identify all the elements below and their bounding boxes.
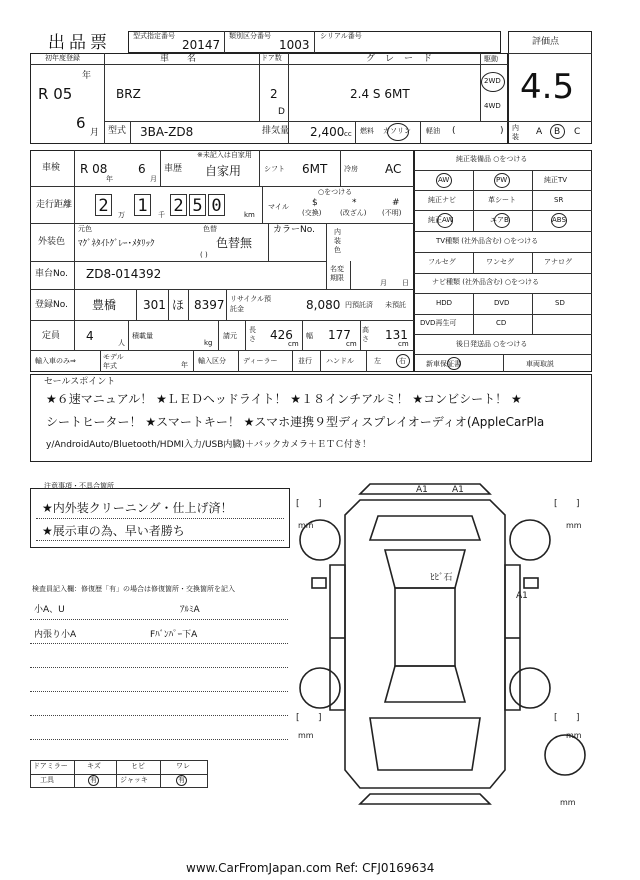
category-label: 類別区分番号 <box>229 32 271 40</box>
model-cert-value: 20147 <box>182 38 221 52</box>
inspection-month-unit: 月 <box>150 175 157 183</box>
unknown-label: (不明) <box>382 209 402 217</box>
legend-item: ヒビ <box>131 762 145 770</box>
mm-label: mm <box>298 731 314 740</box>
original-color-value: ﾏｸﾞﾈﾀｲﾄｸﾞﾚｰ･ﾒﾀﾘｯｸ <box>78 239 155 249</box>
equip-genuine-aw: 純正AW <box>428 216 454 224</box>
inspector-entry: ｱﾙﾐA <box>180 605 200 615</box>
name-change-label: 名変期限 <box>330 265 344 282</box>
shift-value: 6MT <box>302 162 328 176</box>
drive-2wd: 2WD <box>484 77 501 85</box>
mileage-label: 走行距離 <box>36 200 73 210</box>
sales-line: ★６速マニュアル！ ★ＬＥＤヘッドライト！ ★１８インチアルミ！ ★コンビシート！ ★ <box>46 392 522 406</box>
serial-label: シリアル番号 <box>320 32 362 40</box>
km-unit: km <box>244 211 255 219</box>
use-value: 自家用 <box>205 164 242 178</box>
length-unit: cm <box>288 340 299 348</box>
legend-item: キズ <box>87 762 101 770</box>
model-cert-label: 型式指定番号 <box>133 32 175 40</box>
svg-text:[: [ <box>554 499 558 509</box>
use-note: ※未記入は自家用 <box>197 151 252 159</box>
later-warranty: 新車保証書 <box>426 360 461 368</box>
interior-a: A <box>536 127 543 137</box>
tv-fullseg: フルセグ <box>428 258 456 266</box>
first-reg-label: 初年度登録 <box>45 54 80 62</box>
doors-sub: D <box>278 107 285 117</box>
drive-label: 駆動 <box>484 55 498 63</box>
fuel-label: 燃料 <box>360 127 374 135</box>
model-year-unit: 年 <box>181 361 188 369</box>
navi-sd: SD <box>555 299 565 307</box>
tamper-mark: * <box>352 198 357 208</box>
legend-item: 有 <box>178 776 185 784</box>
equip-leather: 革シート <box>488 196 516 204</box>
model-year-label: モデル年式 <box>103 353 124 370</box>
tv-oneseg: ワンセグ <box>486 258 514 266</box>
load-unit: kg <box>204 339 213 347</box>
later-header: 後日発送品 ○をつける <box>456 340 528 348</box>
mm-label: mm <box>560 798 576 807</box>
fuel-value: ガソリン <box>383 127 411 135</box>
ac-label: 冷房 <box>344 165 358 173</box>
reg-kana: ほ <box>172 298 185 312</box>
navi-cd: CD <box>496 319 507 327</box>
svg-text:[: [ <box>296 713 300 723</box>
navi-dvd: DVD <box>494 299 510 307</box>
later-manual: 車両取説 <box>526 360 554 368</box>
capacity-value: 4 <box>86 329 94 343</box>
damage-mark: ﾋﾋﾞ石 <box>430 573 453 583</box>
handle-label: ハンドル <box>326 357 354 365</box>
width-unit: cm <box>346 340 357 348</box>
unknown-mark: # <box>392 198 400 208</box>
load-label: 積載量 <box>132 332 153 340</box>
name-change-month: 月 <box>380 279 387 287</box>
category-value: 1003 <box>279 38 310 52</box>
length-label: 長さ <box>249 326 256 343</box>
damage-mark: A1 <box>516 591 528 601</box>
reg-class: 301 <box>143 298 166 312</box>
chassis-value: ZD8-014392 <box>86 267 162 281</box>
mm-label: mm <box>298 521 314 530</box>
score-label: 評価点 <box>532 37 560 47</box>
name-change-day: 日 <box>402 279 409 287</box>
shift-label: シフト <box>264 165 285 173</box>
width-label: 幅 <box>306 332 313 340</box>
legend-item: ドアミラー <box>33 762 68 770</box>
sales-point-label: セールスポイント <box>44 377 116 387</box>
mileage-digit: 5 <box>189 194 206 216</box>
paren-close: ) <box>500 126 504 136</box>
damage-mark: A1 <box>452 485 464 495</box>
sales-line: y/AndroidAuto/Bluetooth/HDMI入力/USB内臓)＋バックカメラ＋ＥＴＣ付き！ <box>46 440 371 450</box>
paren-open: ( <box>452 126 456 136</box>
ac-value: AC <box>385 162 402 176</box>
doors-value: 2 <box>270 87 278 101</box>
tv-header: TV種類 (社外品含む) ○をつける <box>436 237 539 245</box>
light-oil-label: 軽油 <box>426 127 440 135</box>
exchange-label: (交換) <box>302 209 322 217</box>
svg-text:]: ] <box>576 713 580 723</box>
height-unit: cm <box>398 340 409 348</box>
capacity-unit: 人 <box>118 339 125 347</box>
reg-area: 豊橋 <box>92 298 117 312</box>
chassis-label: 車台No. <box>35 269 68 279</box>
drive-4wd: 4WD <box>484 102 501 110</box>
svg-text:]: ] <box>318 499 322 509</box>
claim-label: 請元 <box>223 332 237 340</box>
doors-label: ドア数 <box>261 54 282 62</box>
equip-navi: 純正ナビ <box>428 196 456 204</box>
svg-text:]: ] <box>318 713 322 723</box>
import-type-label: 輸入区分 <box>198 357 226 365</box>
equip-airbag: エアB <box>490 216 509 224</box>
handle-left: 左 <box>374 357 381 365</box>
handle-right: 右 <box>399 357 406 365</box>
sen-unit: 千 <box>158 211 165 219</box>
inspection-year: R 08 <box>80 162 108 176</box>
inspector-label: 検査員記入欄：修復歴「有」の場合は修復箇所・交換箇所を記入 <box>32 585 235 593</box>
notes-label: 注意事項・不具合箇所 <box>44 482 114 490</box>
displacement-unit: cc <box>344 130 352 138</box>
mileage-circle-note: ○をつける <box>318 188 353 196</box>
tamper-label: (改ざん) <box>340 209 367 217</box>
repaint-paren: ( ) <box>200 251 208 259</box>
exchange-mark: $ <box>312 198 318 208</box>
sheet-title: 出品票 <box>48 33 111 53</box>
recycle-unpaid: 未預託 <box>385 301 406 309</box>
inspection-month: 6 <box>138 162 146 176</box>
equip-pw: PW <box>496 176 508 184</box>
tv-analog: アナログ <box>544 258 572 266</box>
navi-dvd-play: DVD再生可 <box>420 319 457 327</box>
recycle-value: 8,080 <box>306 298 341 312</box>
year-unit: 年 <box>82 71 92 81</box>
reg-label: 登録No. <box>35 300 68 310</box>
car-name-value: BRZ <box>116 87 141 101</box>
model-label: 型式 <box>108 126 127 136</box>
length-value: 426 <box>270 328 293 342</box>
interior-b: B <box>554 127 561 137</box>
recycle-unit: 円預託済 <box>345 301 373 309</box>
mm-label: mm <box>566 731 582 740</box>
navi-header: ナビ種類 (社外品含む) ○をつける <box>432 278 540 286</box>
inspector-entry: Fﾊﾞﾝﾊﾟｰ下A <box>150 630 198 640</box>
footer-reference: www.CarFromJapan.com Ref: CFJ0169634 <box>186 861 435 875</box>
import-label: 輸入車のみ⇒ <box>35 357 76 365</box>
inspector-entry: 小A、U <box>34 605 65 615</box>
equip-sr: SR <box>554 196 564 204</box>
equip-abs: ABS <box>552 216 566 224</box>
mm-label: mm <box>566 521 582 530</box>
parallel-label: 並行 <box>298 357 312 365</box>
repaint-value: 色替無 <box>216 236 253 250</box>
inspection-year-unit: 年 <box>106 175 113 183</box>
width-value: 177 <box>328 328 351 342</box>
legend-item: ワレ <box>176 762 190 770</box>
car-name-label: 車名 <box>160 54 215 64</box>
displacement-label: 排気量 <box>262 126 290 136</box>
inspection-label: 車検 <box>42 163 61 173</box>
genuine-header: 純正装備品 ○をつける <box>456 155 528 163</box>
repaint-label: 色替 <box>203 225 217 233</box>
legend-item: 工具 <box>40 776 54 784</box>
first-reg-month: 6 <box>76 114 86 132</box>
svg-text:]: ] <box>576 499 580 509</box>
equip-tv: 純正TV <box>544 176 568 184</box>
note-line: ★展示車の為、早い者勝ち <box>42 524 185 538</box>
equip-aw: AW <box>438 176 450 184</box>
grade-value: 2.4 S 6MT <box>350 87 410 101</box>
interior-c: C <box>574 127 581 137</box>
interior-color-label: 内装色 <box>334 228 341 254</box>
svg-text:[: [ <box>554 713 558 723</box>
inspector-entry: 内張り小A <box>34 630 77 640</box>
recycle-label: リサイクル預託金 <box>230 295 272 313</box>
man-unit: 万 <box>118 211 125 219</box>
mileage-digit: 2 <box>170 194 187 216</box>
navi-hdd: HDD <box>436 299 453 307</box>
height-label: 高さ <box>362 326 369 343</box>
exterior-label: 外装色 <box>38 237 66 247</box>
car-damage-diagram <box>290 470 595 810</box>
color-no-label: カラーNo. <box>273 225 315 235</box>
height-value: 131 <box>385 328 408 342</box>
mileage-digit: 1 <box>134 194 151 216</box>
legend-item: 有 <box>90 776 97 784</box>
mileage-digit: 2 <box>95 194 112 216</box>
original-color-label: 元色 <box>78 225 92 233</box>
displacement-value: 2,400 <box>310 125 345 139</box>
legend-item: ジャッキ <box>120 776 148 784</box>
use-label: 車歴 <box>164 164 183 174</box>
grade-label: グレード <box>366 54 443 64</box>
reg-number: 8397 <box>194 298 225 312</box>
mileage-digit: 0 <box>208 194 225 216</box>
dealer-label: ディーラー <box>243 357 278 365</box>
note-line: ★内外装クリーニング・仕上げ済！ <box>42 501 233 515</box>
month-unit: 月 <box>90 128 100 138</box>
mile-label: マイル <box>268 203 289 211</box>
damage-mark: A1 <box>416 485 428 495</box>
sales-line: シートヒーター！ ★スマートキー！ ★スマホ連携９型ディスプレイオーディオ(AppleCarPla <box>46 415 545 429</box>
capacity-label: 定員 <box>42 331 61 341</box>
model-value: 3BA-ZD8 <box>140 125 194 139</box>
interior-label: 内装 <box>512 124 519 141</box>
first-reg-year: R 05 <box>38 85 73 103</box>
score-value: 4.5 <box>520 67 575 107</box>
svg-text:[: [ <box>296 499 300 509</box>
